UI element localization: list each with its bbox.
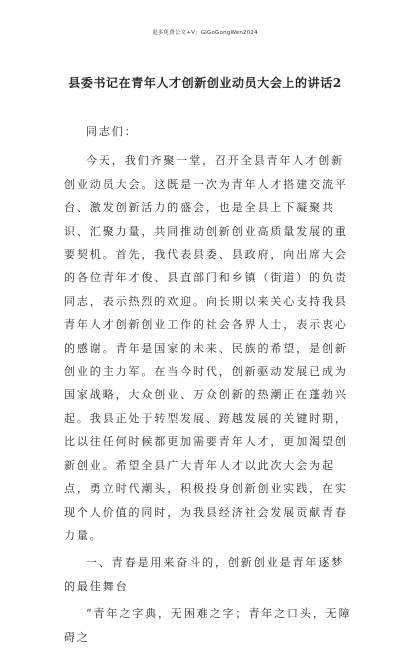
document-body	[64, 120, 354, 649]
document-title: 县委书记在青年人才创新创业动员大会上的讲话2	[68, 76, 342, 90]
paragraph: 今天，我们齐聚一堂，召开全县青年人才创新创业动员大会。这既是一次为青年人才搭建交流平台、激发创新活力的盛会，也是全县上下凝聚共识、汇聚力量，共同推动创新创业高质量发展的重要契机。首先，我代表县委、县政府，向出席大会的各位青年才俊、县直部门和乡镇（街道）的负责同志，表示热烈的欢迎。向长期以来关心支持我县青年人才创新创业工作的社会各界人士，表示衷心的感谢。青年是国家的未来、民族的希望，是创新创业的主力军。在当今时代，创新驱动发展已成为国家战略，大众创业、万众创新的热潮正在蓬勃兴起。我县正处于转型发展、跨越发展的关键时期，比以往任何时候都更加需要青年人才，更加渴望创新创业。希望全县广大青年人才以此次大会为起点，勇立时代潮头，积极投身创新创业实践，在实现个人价值的同时，为我县经济社会发展贡献青春力量。	[64, 154, 348, 542]
section-heading: 一、青春是用来奋斗的，创新创业是青年逐梦的最佳舞台	[64, 556, 344, 593]
greeting: 同志们：	[86, 125, 138, 138]
header-note: 更多免费公文+V：GiGoGongWen2024	[152, 30, 258, 36]
paragraph: “青年之字典，无困难之字；青年之口头，无障碍之	[64, 607, 352, 644]
